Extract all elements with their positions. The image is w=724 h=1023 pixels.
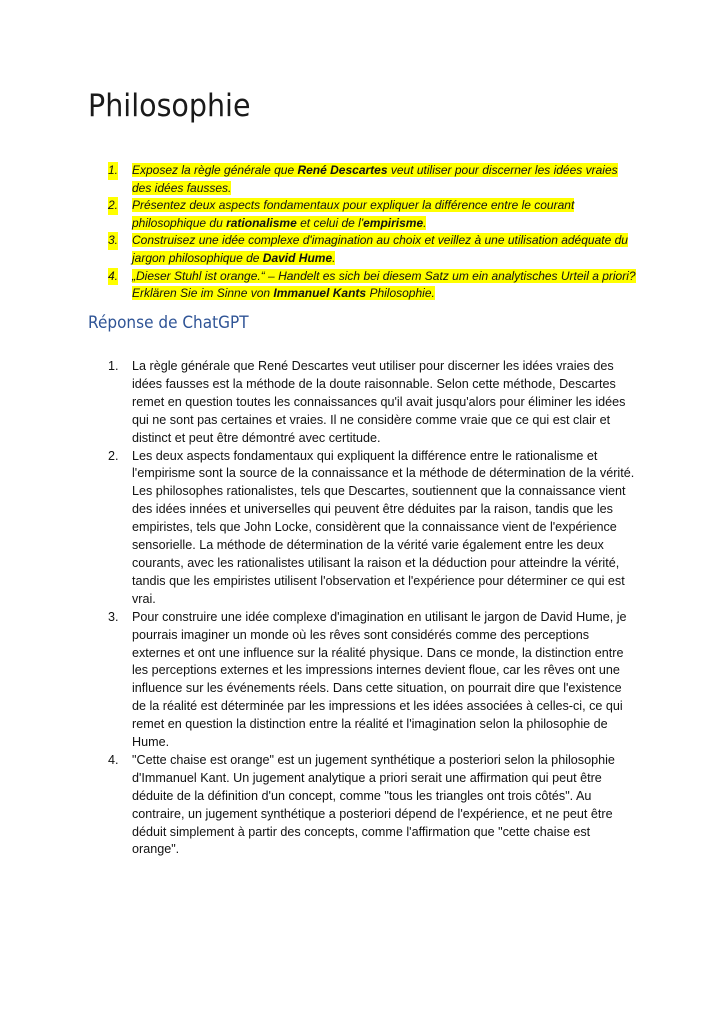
bold-term: René Descartes: [297, 163, 388, 177]
section-heading: Réponse de ChatGPT: [88, 313, 249, 333]
question-item: [108, 162, 638, 197]
page-title: Philosophie: [88, 88, 251, 124]
text-run: Construisez une idée complexe d'imagination au choix et veillez à une utilisation adéquate du jargon philosophique de: [132, 233, 628, 265]
text-run: Exposez la règle générale que: [132, 163, 298, 177]
answer-text: La règle générale que René Descartes veut utiliser pour discerner les idées vraies des idées fausses est la méthode de la doute raisonnable. Selon cette méthode, Descartes remet en question toutes les connaissances qu'il avait jusqu'alors pour éliminer les idées qui ne sont pas certaines et vraies. Il ne considère comme vraie que ce qui est clair et distinct et peut être démontré avec certitude.: [132, 359, 626, 445]
bold-term: David Hume: [262, 250, 333, 265]
text-run: Présentez deux aspects fondamentaux pour expliquer la différence entre le courant philosophique du: [132, 198, 575, 230]
answer-item: [108, 752, 638, 859]
bold-term: rationalisme: [226, 215, 297, 230]
question-text: [132, 198, 574, 230]
answer-text: Pour construire une idée complexe d'imagination en utilisant le jargon de David Hume, je pourrais imaginer un monde où les rêves sont considérés comme des perceptions externes et ont une influence sur la réalité physique. Dans ce monde, la distinction entre les perceptions externes et les impressions internes devient floue, car les rêves ont une influence sur les événements réels. Dans cette situation, on pourrait dire que l'existence de la réalité est déterminée par les impressions et les idées associées à celles-ci, ce qui remet en question la distinction entre la réalité et l'imagination selon la philosophie de Hume.: [132, 609, 627, 750]
answer-text: "Cette chaise est orange" est un jugement synthétique a posteriori selon la philosophie d'Immanuel Kant. Un jugement analytique a priori serait une affirmation qui peut être déduite de la définition d'un concept, comme "tous les triangles ont trois côtés". Au contraire, un jugement synthétique a posteriori dépend de l'expérience, et ne peut être déduit simplement à partir des concepts, comme l'affirmation que "cette chaise est orange".: [132, 752, 615, 857]
text-run: „Dieser Stuhl ist orange.“ – Handelt es sich bei diesem Satz um ein analytisches Urteil a priori? Erklären Sie im Sinne von: [132, 268, 636, 301]
answer-item: [108, 609, 638, 752]
bold-term: Immanuel Kants: [273, 286, 367, 301]
question-text: [132, 163, 618, 195]
answer-number: 1.: [108, 359, 119, 373]
question-item: [108, 268, 638, 303]
question-number: 2.: [108, 197, 118, 215]
text-run: .: [332, 250, 336, 265]
answer-item: [108, 358, 638, 448]
text-run: et celui de l': [296, 215, 364, 230]
answer-number: 2.: [108, 448, 119, 463]
bold-term: empirisme: [363, 215, 424, 230]
question-number: 1.: [108, 162, 118, 180]
text-run: .: [423, 215, 427, 230]
text-run: veut utiliser pour discerner les idées vraies des idées fausses.: [132, 163, 618, 195]
question-number: 3.: [108, 232, 118, 250]
question-text: [132, 269, 636, 301]
question-text: [132, 233, 628, 265]
question-item: [108, 232, 638, 267]
text-run: Philosophie.: [366, 286, 435, 301]
question-item: [108, 197, 638, 232]
answer-text: Les deux aspects fondamentaux qui expliquent la différence entre le rationalisme et l'empirisme sont la source de la connaissance et la méthode de détermination de la vérité. Les philosophes rationalistes, tels que Descartes, soutiennent que la connaissance vient des idées innées et universelles qui peuvent être déduites par la raison, tandis que les empiristes, tels que John Locke, considèrent que la connaissance vient de l'expérience sensorielle. La méthode de détermination de la vérité varie également entre les deux courants, avec les rationalistes utilisant la raison et la déduction pour atteindre la vérité, tandis que les empiristes utilisent l'observation et l'expérience pour déterminer ce qui est vrai.: [132, 448, 635, 606]
answer-number: 4.: [108, 752, 119, 767]
answer-number: 3.: [108, 609, 119, 624]
question-number: 4.: [108, 268, 118, 286]
answer-item: [108, 448, 638, 609]
answer-list: [108, 358, 638, 859]
question-list: [108, 162, 638, 303]
